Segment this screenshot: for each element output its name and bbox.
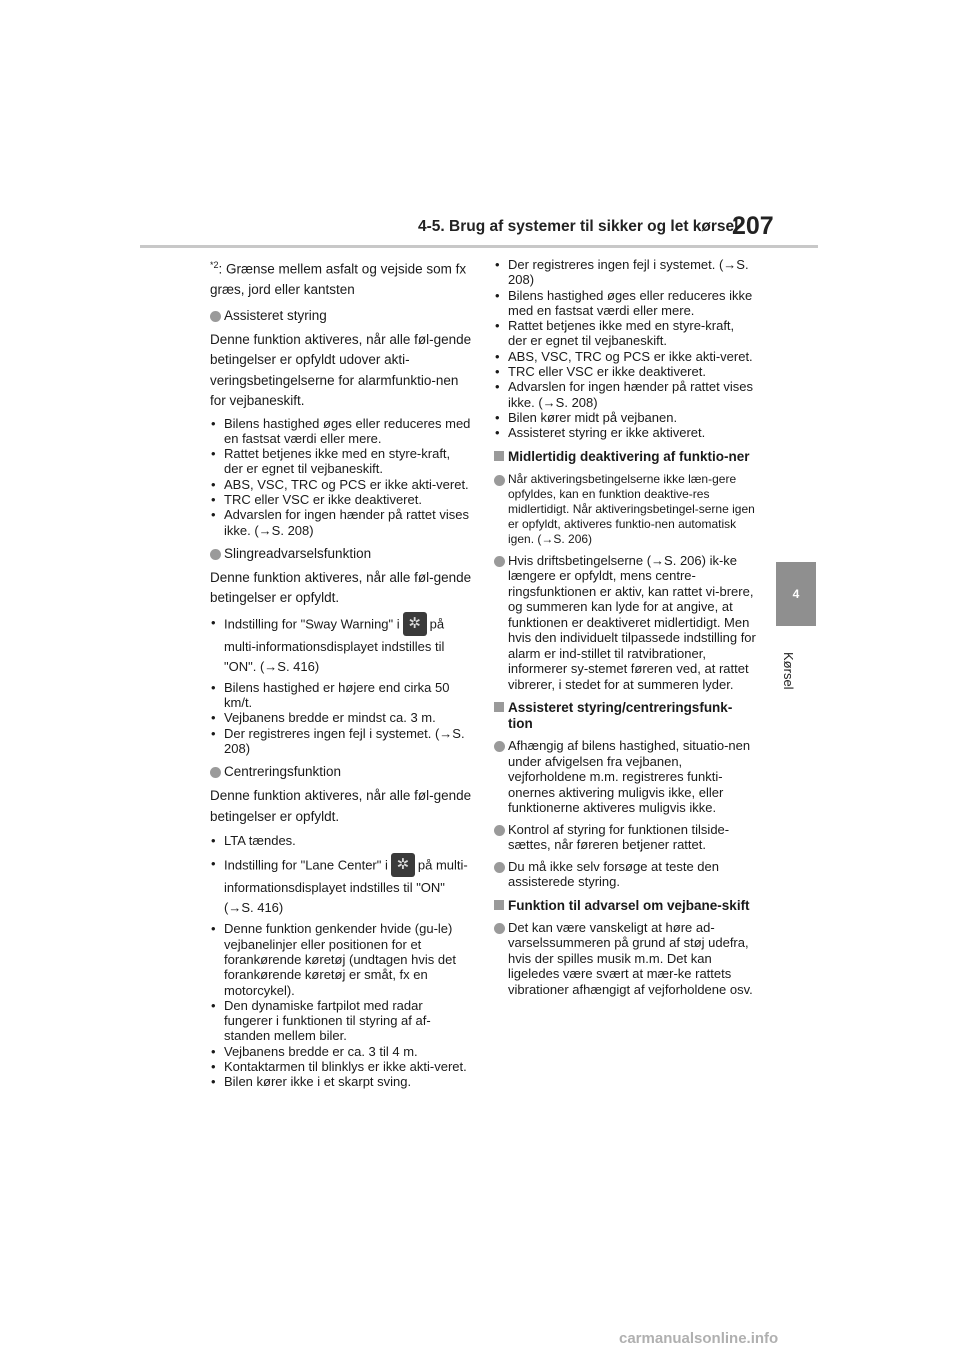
note-text: Afhængig af bilens hastighed, situatio-nen under afvigelsen fra vejbanen, vejforholdene m.m. registreres funkti-onernes aktivering muligvis ikke, eller funktionerne aktiveres muligvis ikke. bbox=[508, 738, 751, 816]
note-item bbox=[494, 822, 756, 853]
section-sway-warning bbox=[210, 544, 472, 564]
settings-gear-icon bbox=[403, 612, 427, 636]
list-item: • Vejbanens bredde er mindst ca. 3 m. bbox=[210, 710, 472, 725]
list-item: • Bilens hastighed øges eller reduceres ikke med en fastsat værdi eller mere. bbox=[494, 288, 756, 319]
list-item: • Bilen kører midt på vejbanen. bbox=[494, 410, 756, 425]
list-item: • Den dynamiske fartpilot med radar fungerer i funktionen til styring af af-standen mellem biler. bbox=[210, 998, 472, 1044]
heading-text: Assisteret styring/centreringsfunk-tion bbox=[508, 700, 733, 732]
square-bullet-icon bbox=[494, 900, 504, 910]
note-item bbox=[494, 553, 756, 693]
list-item: • TRC eller VSC er ikke deaktiveret. bbox=[494, 364, 756, 379]
list-item: • ABS, VSC, TRC og PCS er ikke akti-veret. bbox=[494, 349, 756, 364]
square-bullet-icon bbox=[494, 451, 504, 461]
settings-gear-icon bbox=[391, 853, 415, 877]
section-title: Slingreadvarselsfunktion bbox=[224, 545, 372, 561]
list-item: • Der registreres ingen fejl i systemet. (→S. 208) bbox=[494, 257, 756, 288]
circle-bullet-icon bbox=[494, 923, 505, 934]
circle-bullet-icon bbox=[210, 549, 221, 560]
list-item: • Assisteret styring er ikke aktiveret. bbox=[494, 425, 756, 440]
heading-temporary-deactivation bbox=[494, 449, 756, 465]
list-item: • Kontaktarmen til blinklys er ikke akti-veret. bbox=[210, 1059, 472, 1074]
list-item: • Rattet betjenes ikke med en styre-kraft, der er egnet til vejbaneskift. bbox=[494, 318, 756, 349]
section-header-title: 4-5. Brug af systemer til sikker og let kørsel bbox=[418, 218, 739, 235]
footnote bbox=[210, 255, 472, 300]
heading-assisted-steering-centering bbox=[494, 700, 756, 732]
list-item: • Bilens hastighed er højere end cirka 50 km/t. bbox=[210, 680, 472, 711]
condition-list bbox=[210, 613, 472, 756]
list-item: • Denne funktion genkender hvide (gu-le) vejbanelinjer eller positionen for et forankørende køretøj (undtagen hvis det forankørende køretøj er småt, fx en motorcykel). bbox=[210, 921, 472, 997]
heading-lane-departure-warning bbox=[494, 898, 756, 914]
section-description: Denne funktion aktiveres, når alle føl-gende betingelser er opfyldt. bbox=[210, 788, 472, 824]
section-title: Assisteret styring bbox=[224, 307, 327, 323]
list-item: • LTA tændes. bbox=[210, 831, 472, 851]
footnote-text: : Grænse mellem asfalt og vejside som fx græs, jord eller kantsten bbox=[210, 261, 467, 297]
list-item: • Advarslen for ingen hænder på rattet vises ikke. (→S. 208) bbox=[494, 379, 756, 410]
list-item bbox=[210, 854, 472, 918]
note-text: Kontrol af styring for funktionen tilside-sættes, når føreren betjener rattet. bbox=[508, 821, 730, 853]
chapter-label: Kørsel bbox=[781, 652, 796, 690]
note-item bbox=[494, 920, 756, 998]
condition-list bbox=[210, 831, 472, 1089]
heading-text: Midlertidig deaktivering af funktio-ner bbox=[508, 448, 750, 464]
item-text-after-icon: på multi-informationsdisplayet indstilles til "ON". (→S. 416) bbox=[224, 616, 445, 674]
list-item: • ABS, VSC, TRC og PCS er ikke akti-veret. bbox=[210, 477, 472, 492]
circle-bullet-icon bbox=[494, 862, 505, 873]
list-item: • Advarslen for ingen hænder på rattet vises ikke. (→S. 208) bbox=[210, 507, 472, 538]
note-item bbox=[494, 859, 756, 890]
section-description: Denne funktion aktiveres, når alle føl-gende betingelser er opfyldt. bbox=[210, 569, 472, 606]
footnote-mark: *2 bbox=[210, 260, 219, 270]
circle-bullet-icon bbox=[210, 767, 221, 778]
square-bullet-icon bbox=[494, 702, 504, 712]
note-text: Du må ikke selv forsøge at teste den assisterede styring. bbox=[508, 858, 719, 890]
circle-bullet-icon bbox=[494, 741, 505, 752]
list-item bbox=[210, 613, 472, 677]
note-item bbox=[494, 738, 756, 816]
page-number: 207 bbox=[732, 212, 774, 240]
circle-bullet-icon bbox=[494, 556, 505, 567]
list-item: • Bilen kører ikke i et skarpt sving. bbox=[210, 1074, 472, 1089]
header-divider bbox=[140, 245, 818, 248]
section-centering bbox=[210, 762, 472, 782]
section-title: Centreringsfunktion bbox=[224, 764, 342, 780]
section-description: Denne funktion aktiveres, når alle føl-gende betingelser er opfyldt udover akti-veringsbetingelserne for alarmfunktio-nen for vejbaneskift. bbox=[210, 331, 472, 408]
item-text-after-icon: på multi-informationsdisplayet indstilles til "ON" (→S. 416) bbox=[224, 857, 468, 916]
section-assisted-steering bbox=[210, 306, 472, 326]
note-item bbox=[494, 472, 756, 547]
chapter-tab[interactable]: 4 bbox=[776, 562, 816, 626]
watermark: carmanualsonline.info bbox=[619, 1330, 779, 1347]
right-column bbox=[494, 255, 756, 1002]
item-text-before-icon: Indstilling for "Sway Warning" i bbox=[224, 616, 400, 632]
note-text: Hvis driftsbetingelserne (→S. 206) ik-ke længere er opfyldt, mens centre-ringsfunktionen er aktiv, kan rattet vi-brere, og summeren kan lyde for at angive, at funktionen er deaktiveret midlertidigt. Men hvis den individuelt tilpassede indstilling for alarm er ind-stillet til ratvibrationer, informerer sy-stemet føreren ved, at rattet vibrerer, i stedet for at summeren lyder. bbox=[508, 552, 756, 692]
circle-bullet-icon bbox=[494, 475, 505, 486]
list-item: • TRC eller VSC er ikke deaktiveret. bbox=[210, 492, 472, 507]
heading-text: Funktion til advarsel om vejbane-skift bbox=[508, 897, 750, 913]
condition-list bbox=[210, 416, 472, 538]
list-item: • Der registreres ingen fejl i systemet. (→S. 208) bbox=[210, 726, 472, 757]
circle-bullet-icon bbox=[210, 311, 221, 322]
list-item: • Bilens hastighed øges eller reduceres med en fastsat værdi eller mere. bbox=[210, 416, 472, 447]
note-text: Når aktiveringsbetingelserne ikke læn-gere opfyldes, kan en funktion deaktive-res midlertidigt. Når aktiveringsbetingel-serne igen er opfyldt, aktiveres funktio-nen automatisk igen. (→S. 206) bbox=[508, 471, 755, 546]
left-column bbox=[210, 255, 472, 1096]
circle-bullet-icon bbox=[494, 825, 505, 836]
list-item: • Vejbanens bredde er ca. 3 til 4 m. bbox=[210, 1044, 472, 1059]
condition-list bbox=[494, 257, 756, 441]
list-item: • Rattet betjenes ikke med en styre-kraft, der er egnet til vejbaneskift. bbox=[210, 446, 472, 477]
note-text: Det kan være vanskeligt at høre ad-varselssummeren på grund af støj udefra, hvis der spilles musik m.m. Det kan ligeledes være svært at mær-ke rattets vibrationer afhængigt af vejforholdene osv. bbox=[508, 919, 753, 997]
item-text-before-icon: Indstilling for "Lane Center" i bbox=[224, 857, 388, 873]
